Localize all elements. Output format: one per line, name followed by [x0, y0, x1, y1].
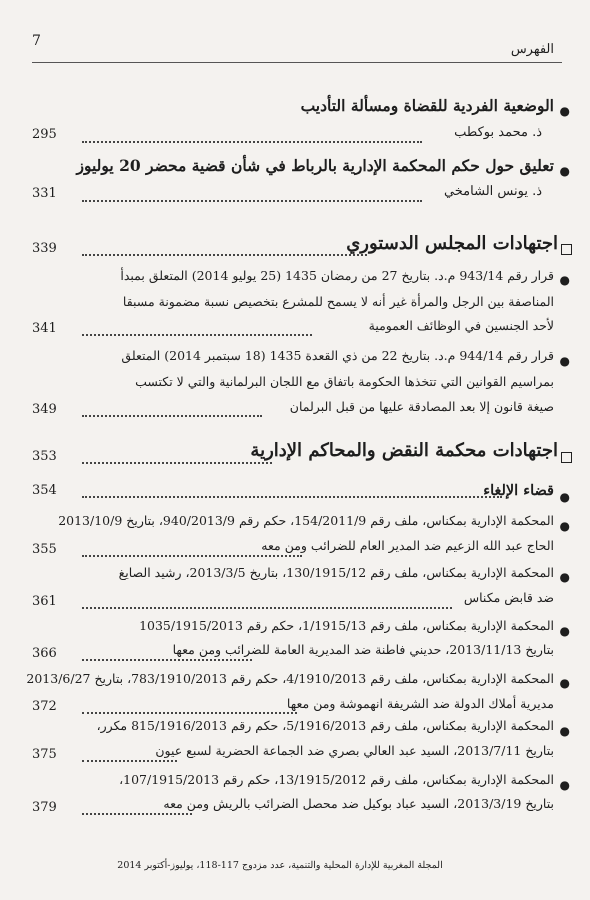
item-line: لأحد الجنسين في الوظائف العمومية [368, 318, 554, 333]
item-page: 366 [32, 646, 57, 661]
item-line: الحاج عبد الله الزعيم ضد المدير العام للضرائب ومن معه [261, 538, 554, 553]
leader-dots [82, 555, 302, 557]
item-line: المحكمة الإدارية بمكناس، ملف رقم 130/1915/12، بتاريخ 2013/3/5، رشيد الصايغ [118, 565, 554, 580]
item-line: المحكمة الإدارية بمكناس، ملف رقم 154/2011/9، حكم رقم 940/2013/9، بتاريخ 2013/10/9 [58, 513, 554, 528]
item-line: مديرية أملاك الدولة ضد الشريفة انهموشة ومن معها [286, 696, 554, 711]
entry-title: تعليق حول حكم المحكمة الإدارية بالرباط في شأن قضية محضر 20 يوليوز [76, 156, 554, 175]
leader-dots [82, 760, 177, 762]
section-page: 353 [32, 449, 57, 464]
leader-dots [82, 462, 272, 464]
item-line: المحكمة الإدارية بمكناس، ملف رقم 4/1910/2013، حكم رقم 783/1910/2013، بتاريخ 2013/6/27 [26, 671, 554, 686]
item-line: بتاريخ 2013/11/13، حديني فاطنة ضد المديرية العامة للضرائب ومن معها [172, 642, 554, 657]
entry-page: 331 [32, 186, 57, 201]
subheading: قضاء الإلغاء [483, 482, 554, 499]
bullet-icon: ● [559, 164, 570, 178]
leader-dots [82, 496, 502, 498]
leader-dots [82, 334, 312, 336]
item-page: 375 [32, 747, 57, 762]
bullet-icon: ● [559, 778, 570, 792]
subheading-page: 354 [32, 483, 57, 498]
bullet-icon: ● [559, 519, 570, 533]
header-title: الفهرس [510, 42, 554, 57]
bullet-icon: ● [559, 104, 570, 118]
entry-title: الوضعية الفردية للقضاة ومسألة التأديب [300, 96, 554, 115]
item-line: صيغة قانون إلا بعد المصادقة عليها من قبل البرلمان [289, 399, 554, 414]
leader-dots [82, 813, 192, 815]
item-line: المحكمة الإدارية بمكناس، ملف رقم 13/1915/2012، حكم رقم 107/1915/2013، [119, 772, 554, 787]
entry-author: ذ. محمد بوكطب [454, 125, 542, 140]
bullet-icon: ● [559, 624, 570, 638]
leader-dots [82, 415, 262, 417]
item-line: المحكمة الإدارية بمكناس، ملف رقم 5/1916/2013، حكم رقم 815/1916/2013 مكرر، [96, 718, 554, 733]
leader-dots [82, 254, 367, 256]
bullet-icon: ● [559, 724, 570, 738]
section-heading: اجتهادات المجلس الدستوري [346, 233, 558, 254]
footer: المجلة المغربية للإدارة المحلية والتنمية، عدد مزدوج 117-118، يوليوز-أكتوبر 2014 [117, 860, 443, 871]
leader-dots [82, 659, 252, 661]
bullet-icon: ● [559, 490, 570, 504]
item-line: المناصفة بين الرجل والمرأة غير أنه لا يسمح للمشرع بتخصيص نسبة مضمونة مسبقا [122, 294, 554, 309]
item-page: 379 [32, 800, 57, 815]
header-rule [32, 62, 562, 63]
leader-dots [82, 141, 422, 143]
item-line: المحكمة الإدارية بمكناس، ملف رقم 1/1915/13، حكم رقم 1035/1915/2013 [139, 618, 554, 633]
checkbox-square-icon [561, 452, 572, 463]
item-line: قرار رقم 944/14 م.د. بتاريخ 22 من ذي القعدة 1435 (18 سبتمبر 2014) المتعلق [121, 348, 554, 363]
entry-author: ذ. يونس الشامخي [443, 184, 542, 199]
bullet-icon: ● [559, 273, 570, 287]
item-line: قرار رقم 943/14 م.د. بتاريخ 27 من رمضان 1435 (25 يوليو 2014) المتعلق بمبدأ [120, 268, 554, 283]
entry-page: 295 [32, 127, 57, 142]
item-line: بتاريخ 2013/3/19، السيد عباد بوكيل ضد محصل الضرائب بالريش ومن معه [163, 796, 554, 811]
item-page: 349 [32, 402, 57, 417]
item-page: 341 [32, 321, 57, 336]
section-heading: اجتهادات محكمة النقض والمحاكم الإدارية [250, 440, 558, 461]
item-line: بتاريخ 2013/7/11، السيد عبد العالي بصري ضد الجماعة الحضرية لسبع عيون [155, 743, 554, 758]
item-line: ضد قابض مكناس [463, 590, 554, 605]
bullet-icon: ● [559, 354, 570, 368]
leader-dots [82, 607, 452, 609]
item-page: 355 [32, 542, 57, 557]
page-number: 7 [32, 33, 41, 49]
bullet-icon: ● [559, 676, 570, 690]
bullet-icon: ● [559, 570, 570, 584]
leader-dots [82, 200, 422, 202]
item-page: 372 [32, 699, 57, 714]
leader-dots [82, 712, 297, 714]
section-page: 339 [32, 241, 57, 256]
item-page: 361 [32, 594, 57, 609]
item-line: بمراسيم القوانين التي تتخذها الحكومة باتفاق مع اللجان البرلمانية والتي لا تكتسب [135, 374, 554, 389]
checkbox-square-icon [561, 244, 572, 255]
